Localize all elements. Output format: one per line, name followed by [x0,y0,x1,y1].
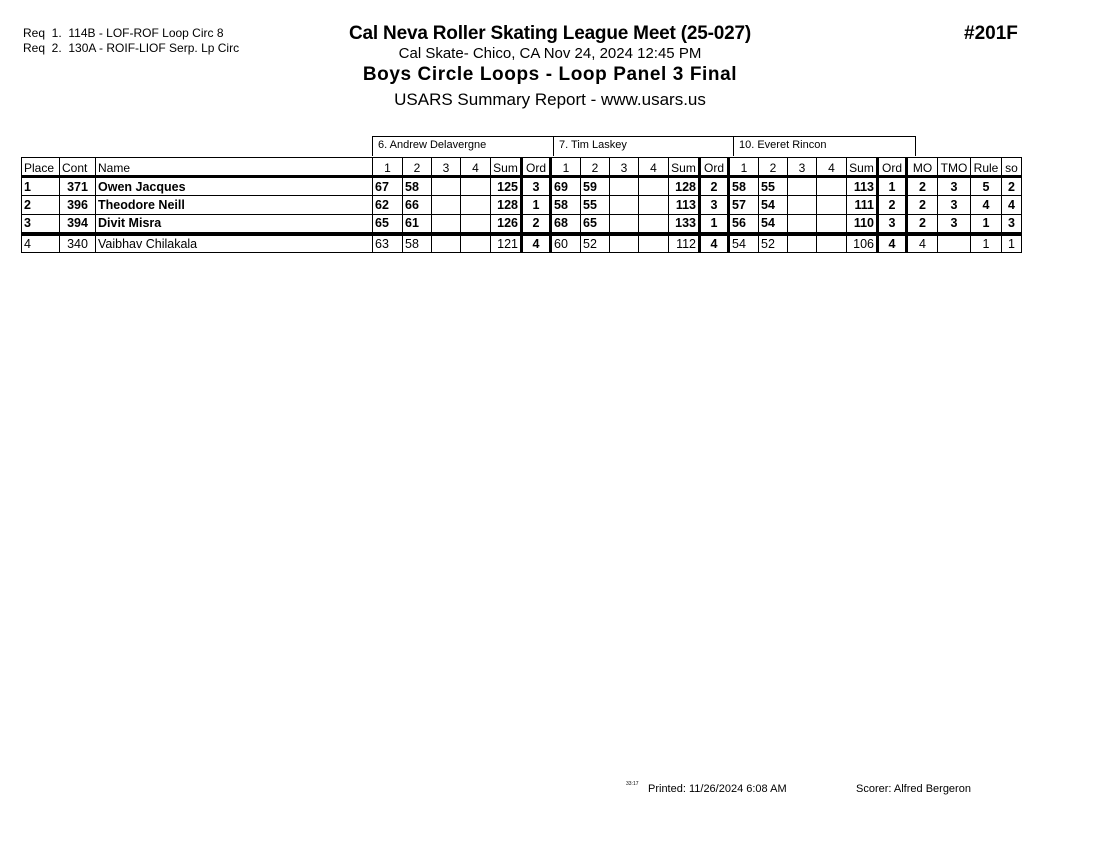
judge-1-score-1-cell: 65 [373,215,403,234]
judge-2-sum-cell: 133 [669,215,700,234]
place-cell: 2 [22,196,60,215]
judge-3-sum-cell: 113 [847,177,878,196]
col-j1-4: 4 [461,158,491,177]
col-j2-3: 3 [610,158,639,177]
col-j3-3: 3 [788,158,817,177]
col-j2-1: 1 [551,158,581,177]
report-title: USARS Summary Report - www.usars.us [394,90,706,109]
scorer-name: Scorer: Alfred Bergeron [856,783,971,795]
printed-date: Printed: 11/26/2024 6:08 AM [648,783,787,795]
judge-3-ordinal-cell: 4 [878,234,907,253]
table-row [22,234,1022,253]
event-title: Boys Circle Loops - Loop Panel 3 Final [362,64,738,85]
judge-3-sum-cell: 110 [847,215,878,234]
judge-2-score-1-cell: 60 [551,234,581,253]
judge-3-score-1-cell: 54 [729,234,759,253]
skater-name-cell: Vaibhav Chilakala [96,234,373,253]
tmo-cell [938,234,971,253]
judge-1-score-1-cell: 62 [373,196,403,215]
col-mo: MO [907,158,938,177]
contestant-number-cell: 340 [60,234,96,253]
judge-1-ordinal-cell: 2 [522,215,551,234]
col-name: Name [96,158,373,177]
judge-2-sum-cell: 128 [669,177,700,196]
event-number: #201F [964,23,1018,44]
judge-3-score-3-cell [788,234,817,253]
col-j1-ord: Ord [522,158,551,177]
so-cell: 4 [1002,196,1022,215]
judge-1-name: 6. Andrew Delavergne [372,136,554,156]
tmo-cell: 3 [938,177,971,196]
col-j2-sum: Sum [669,158,700,177]
judge-1-score-1-cell: 67 [373,177,403,196]
judge-3-sum-cell: 106 [847,234,878,253]
result-rows [22,177,1022,253]
judge-1-score-2-cell: 58 [403,234,432,253]
judge-2-score-2-cell: 65 [581,215,610,234]
judge-1-score-4-cell [461,215,491,234]
judge-3-sum-cell: 111 [847,196,878,215]
judge-2-score-4-cell [639,196,669,215]
judge-1-score-1-cell: 63 [373,234,403,253]
col-j3-sum: Sum [847,158,878,177]
col-rule: Rule [971,158,1002,177]
judge-2-score-3-cell [610,215,639,234]
mo-cell: 4 [907,234,938,253]
judge-2-score-2-cell: 59 [581,177,610,196]
judge-3-score-2-cell: 52 [759,234,788,253]
col-j3-ord: Ord [878,158,907,177]
judge-3-score-4-cell [817,215,847,234]
mo-cell: 2 [907,177,938,196]
judge-2-ordinal-cell: 1 [700,215,729,234]
meet-subtitle: Cal Skate- Chico, CA Nov 24, 2024 12:45 PM [398,45,702,62]
judge-1-sum-cell: 126 [491,215,522,234]
table-row [22,177,1022,196]
judge-3-score-1-cell: 57 [729,196,759,215]
judge-2-score-1-cell: 58 [551,196,581,215]
judge-3-name: 10. Everet Rincon [733,136,916,156]
judge-1-sum-cell: 128 [491,196,522,215]
table-row [22,196,1022,215]
place-cell: 3 [22,215,60,234]
judge-3-score-3-cell [788,196,817,215]
skater-name-cell: Theodore Neill [96,196,373,215]
judge-1-ordinal-cell: 4 [522,234,551,253]
judge-1-score-3-cell [432,215,461,234]
so-cell: 2 [1002,177,1022,196]
judge-1-score-3-cell [432,234,461,253]
requirement-2: Req 2. 130A - ROIF-LIOF Serp. Lp Circ [23,41,240,55]
judge-3-score-4-cell [817,234,847,253]
judge-1-sum-cell: 121 [491,234,522,253]
judge-1-score-3-cell [432,177,461,196]
col-j1-3: 3 [432,158,461,177]
judge-1-sum-cell: 125 [491,177,522,196]
meet-title: Cal Neva Roller Skating League Meet (25-027) [349,23,751,44]
col-tmo: TMO [938,158,971,177]
mo-cell: 2 [907,215,938,234]
judge-3-score-1-cell: 58 [729,177,759,196]
judge-1-score-2-cell: 66 [403,196,432,215]
judge-3-score-2-cell: 54 [759,215,788,234]
judge-2-score-1-cell: 69 [551,177,581,196]
rule-cell: 1 [971,234,1002,253]
judge-1-score-2-cell: 61 [403,215,432,234]
col-j2-2: 2 [581,158,610,177]
judge-2-score-4-cell [639,177,669,196]
judge-3-score-4-cell [817,196,847,215]
judge-3-ordinal-cell: 2 [878,196,907,215]
judge-1-score-4-cell [461,196,491,215]
judge-3-score-3-cell [788,177,817,196]
contestant-number-cell: 396 [60,196,96,215]
skater-name-cell: Owen Jacques [96,177,373,196]
table-header-row [22,158,1022,177]
judge-1-score-2-cell: 58 [403,177,432,196]
col-so: so [1002,158,1022,177]
judge-1-score-3-cell [432,196,461,215]
judge-2-ordinal-cell: 4 [700,234,729,253]
place-cell: 4 [22,234,60,253]
judge-3-score-4-cell [817,177,847,196]
rule-cell: 5 [971,177,1002,196]
judge-1-score-4-cell [461,177,491,196]
judge-3-ordinal-cell: 1 [878,177,907,196]
judge-1-ordinal-cell: 1 [522,196,551,215]
judge-2-ordinal-cell: 2 [700,177,729,196]
mo-cell: 2 [907,196,938,215]
col-j3-2: 2 [759,158,788,177]
judge-2-ordinal-cell: 3 [700,196,729,215]
judge-1-score-4-cell [461,234,491,253]
col-j3-4: 4 [817,158,847,177]
judge-2-score-3-cell [610,196,639,215]
tmo-cell: 3 [938,215,971,234]
col-j1-1: 1 [373,158,403,177]
col-j2-4: 4 [639,158,669,177]
col-cont: Cont [60,158,96,177]
col-j3-1: 1 [729,158,759,177]
requirement-1: Req 1. 114B - LOF-ROF Loop Circ 8 [23,26,224,40]
contestant-number-cell: 371 [60,177,96,196]
rule-cell: 1 [971,215,1002,234]
judge-3-score-2-cell: 54 [759,196,788,215]
judge-2-score-3-cell [610,177,639,196]
place-cell: 1 [22,177,60,196]
judge-2-score-4-cell [639,234,669,253]
rule-cell: 4 [971,196,1002,215]
results-table [21,157,1022,253]
judge-2-sum-cell: 112 [669,234,700,253]
tmo-cell: 3 [938,196,971,215]
requirements-list [23,26,239,56]
col-j2-ord: Ord [700,158,729,177]
so-cell: 3 [1002,215,1022,234]
so-cell: 1 [1002,234,1022,253]
contestant-number-cell: 394 [60,215,96,234]
judge-2-sum-cell: 113 [669,196,700,215]
col-j1-sum: Sum [491,158,522,177]
judge-2-score-1-cell: 68 [551,215,581,234]
judge-3-score-1-cell: 56 [729,215,759,234]
judge-2-score-4-cell [639,215,669,234]
judge-2-score-2-cell: 55 [581,196,610,215]
judge-2-score-2-cell: 52 [581,234,610,253]
judge-3-score-2-cell: 55 [759,177,788,196]
skater-name-cell: Divit Misra [96,215,373,234]
judge-2-score-3-cell [610,234,639,253]
col-place: Place [22,158,60,177]
judge-1-ordinal-cell: 3 [522,177,551,196]
col-j1-2: 2 [403,158,432,177]
judge-3-score-3-cell [788,215,817,234]
tiny-code: 33:17 [626,781,639,787]
judge-2-name: 7. Tim Laskey [553,136,734,156]
table-row [22,215,1022,234]
judge-3-ordinal-cell: 3 [878,215,907,234]
